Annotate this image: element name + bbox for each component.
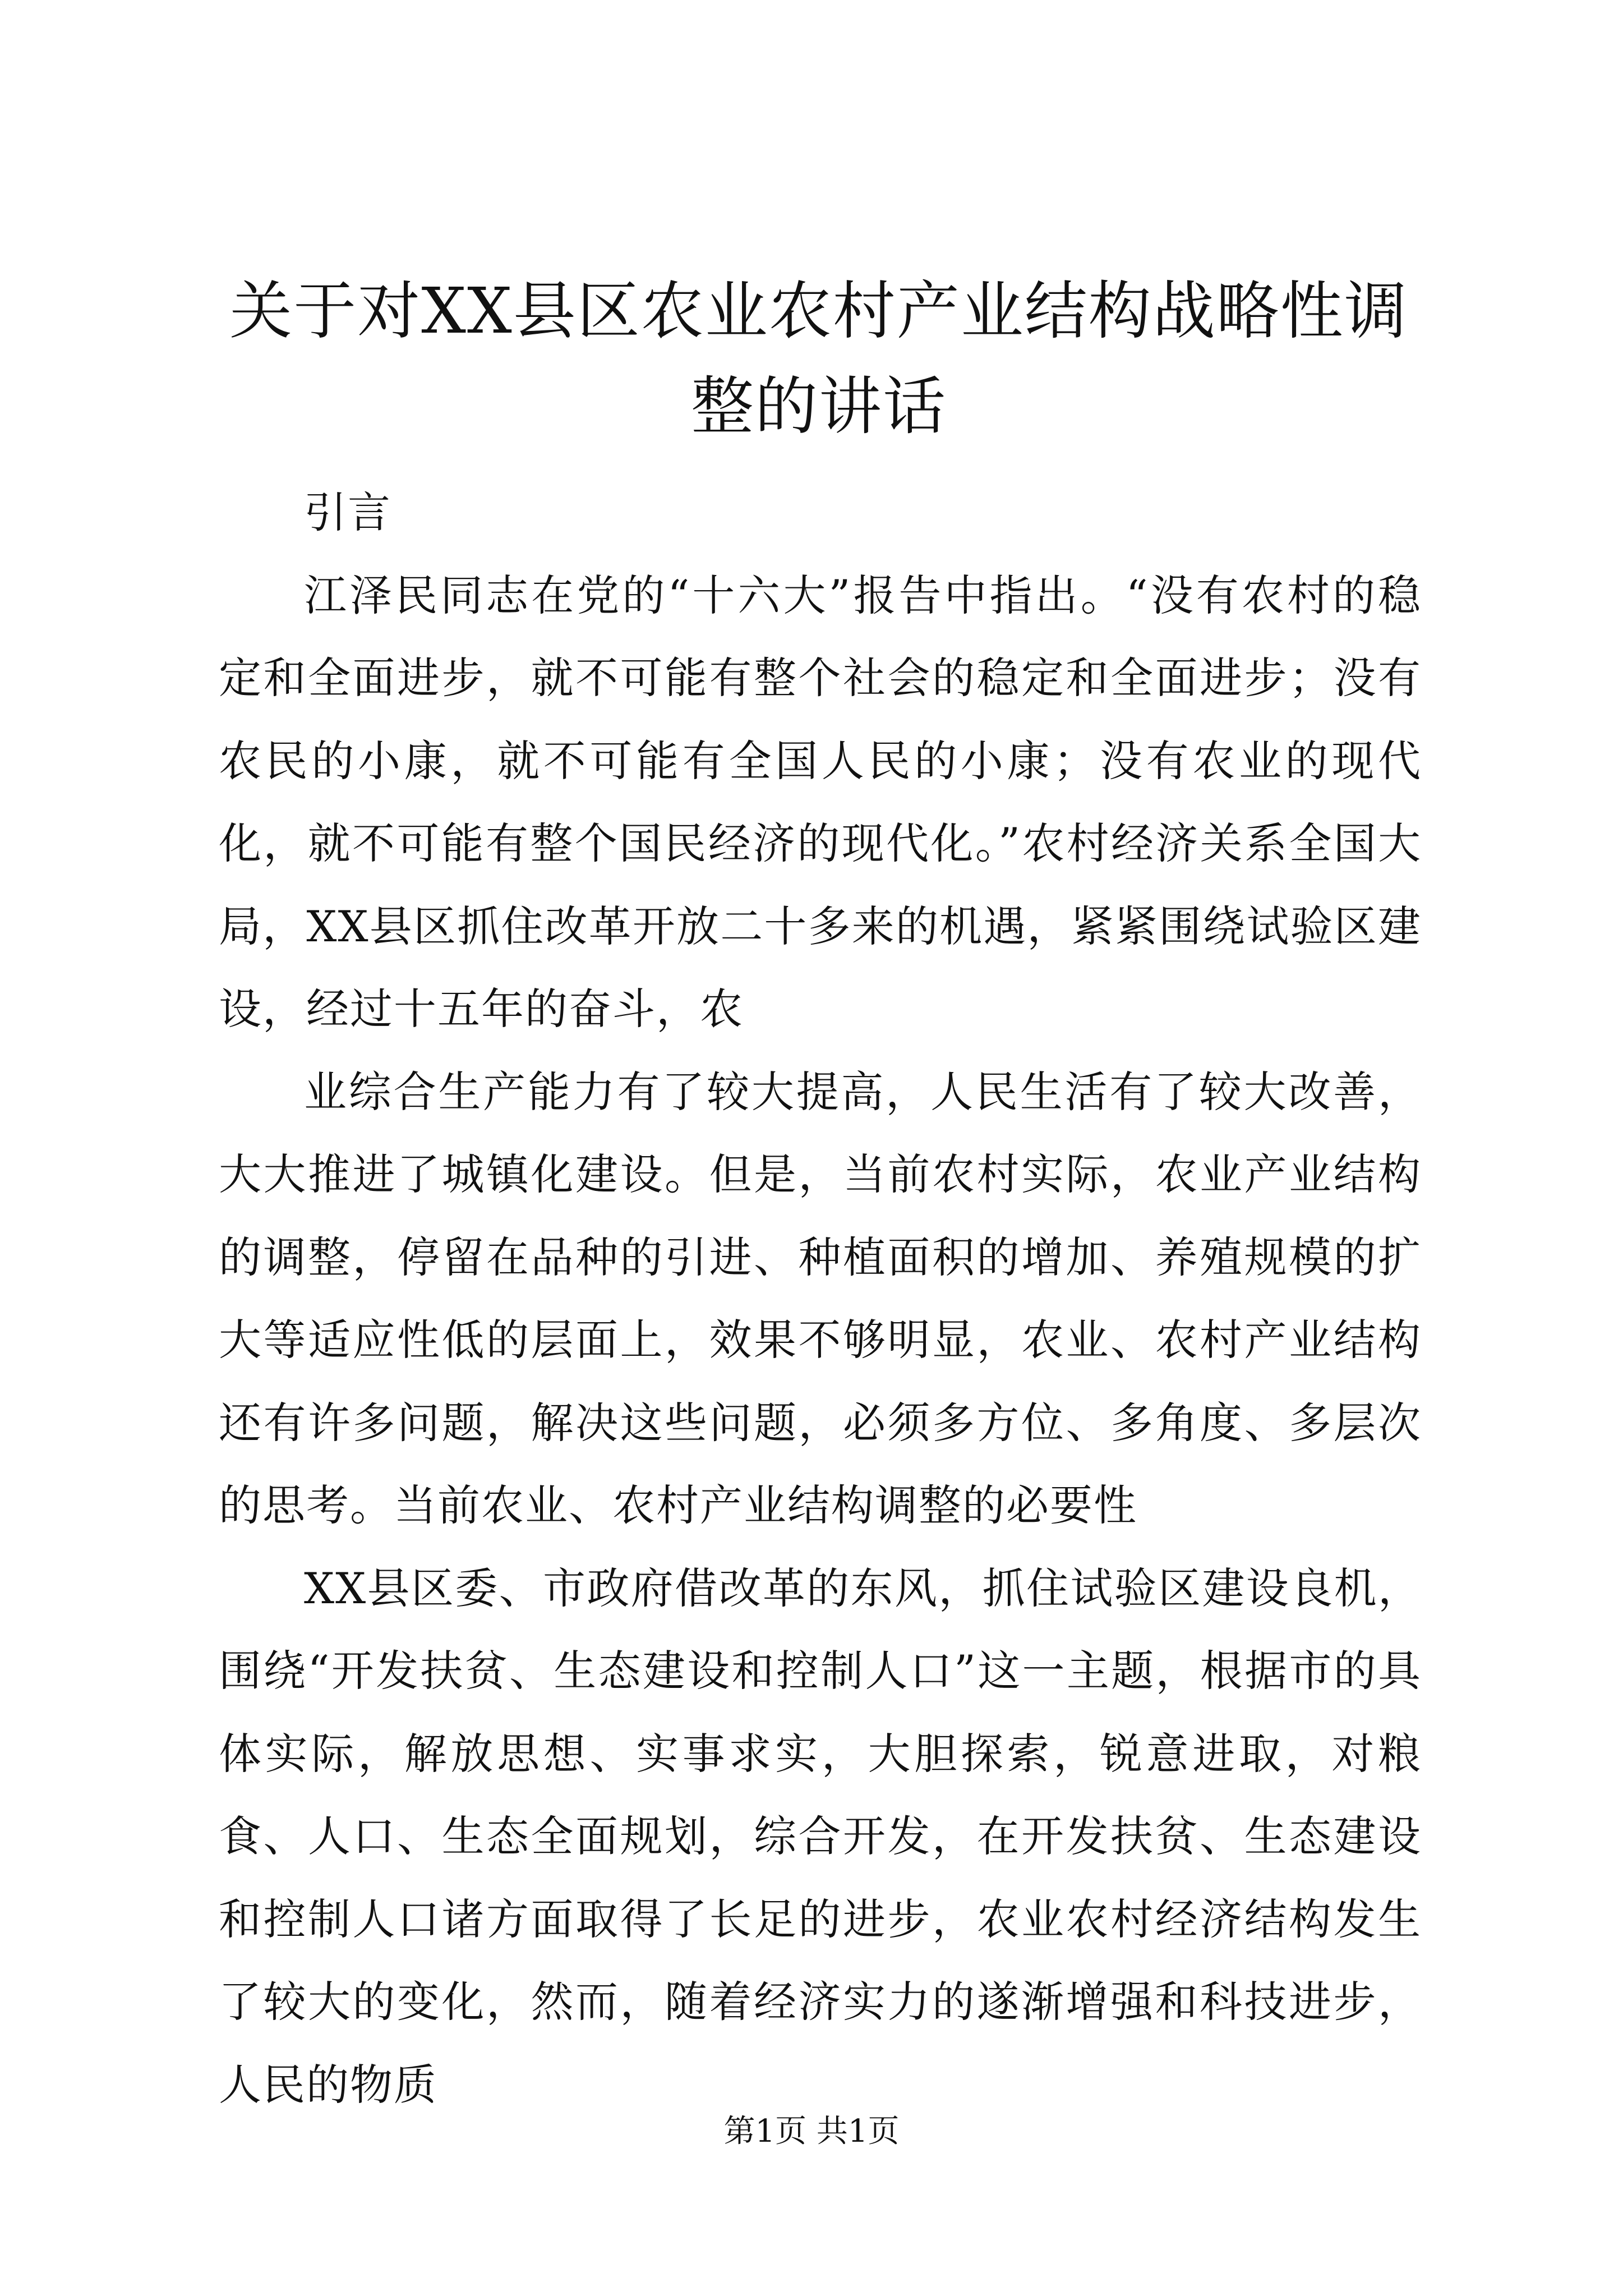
paragraph: XX县区委、市政府借改革的东风，抓住试验区建设良机，围绕“开发扶贫、生态建设和控制人口”这一主题，根据市的具体实际，解放思想、实事求实，大胆探索，锐意进取，对粮食、人口、生态全面规划，综合开发，在开发扶贫、生态建设和控制人口诸方面取得了长足的进步，农业农村经济结构发生了较大的变化，然而，随着经济实力的遂渐增强和科技进步，人民的物质 (219, 1563, 1422, 2110)
document-title: 关于对XX县区农业农村产业结构战略性调整的讲话 (229, 275, 1408, 443)
paragraph: 业综合生产能力有了较大提高，人民生活有了较大改善，大大推进了城镇化建设。但是，当前农村实际，农业产业结构的调整，停留在品种的引进、种植面积的增加、养殖规模的扩大等适应性低的层面上，效果不够明显，农业、农村产业结构还有许多问题，解决这些问题，必须多方位、多角度、多层次的思考。当前农业、农村产业结构调整的必要性 (219, 1066, 1422, 1530)
paragraph: 江泽民同志在党的“十六大”报告中指出。“没有农村的稳定和全面进步，就不可能有整个社会的稳定和全面进步；没有农民的小康，就不可能有全国人民的小康；没有农业的现代化，就不可能有整个国民经济的现代化。”农村经济关系全国大局，XX县区抓住改革开放二十多来的机遇，紧紧围绕试验区建设，经过十五年的奋斗，农 (219, 570, 1422, 1034)
paragraph-intro-heading: 引言 (304, 487, 391, 537)
document-body (219, 471, 1422, 2126)
page-footer: 第1页 共1页 (723, 2113, 900, 2150)
